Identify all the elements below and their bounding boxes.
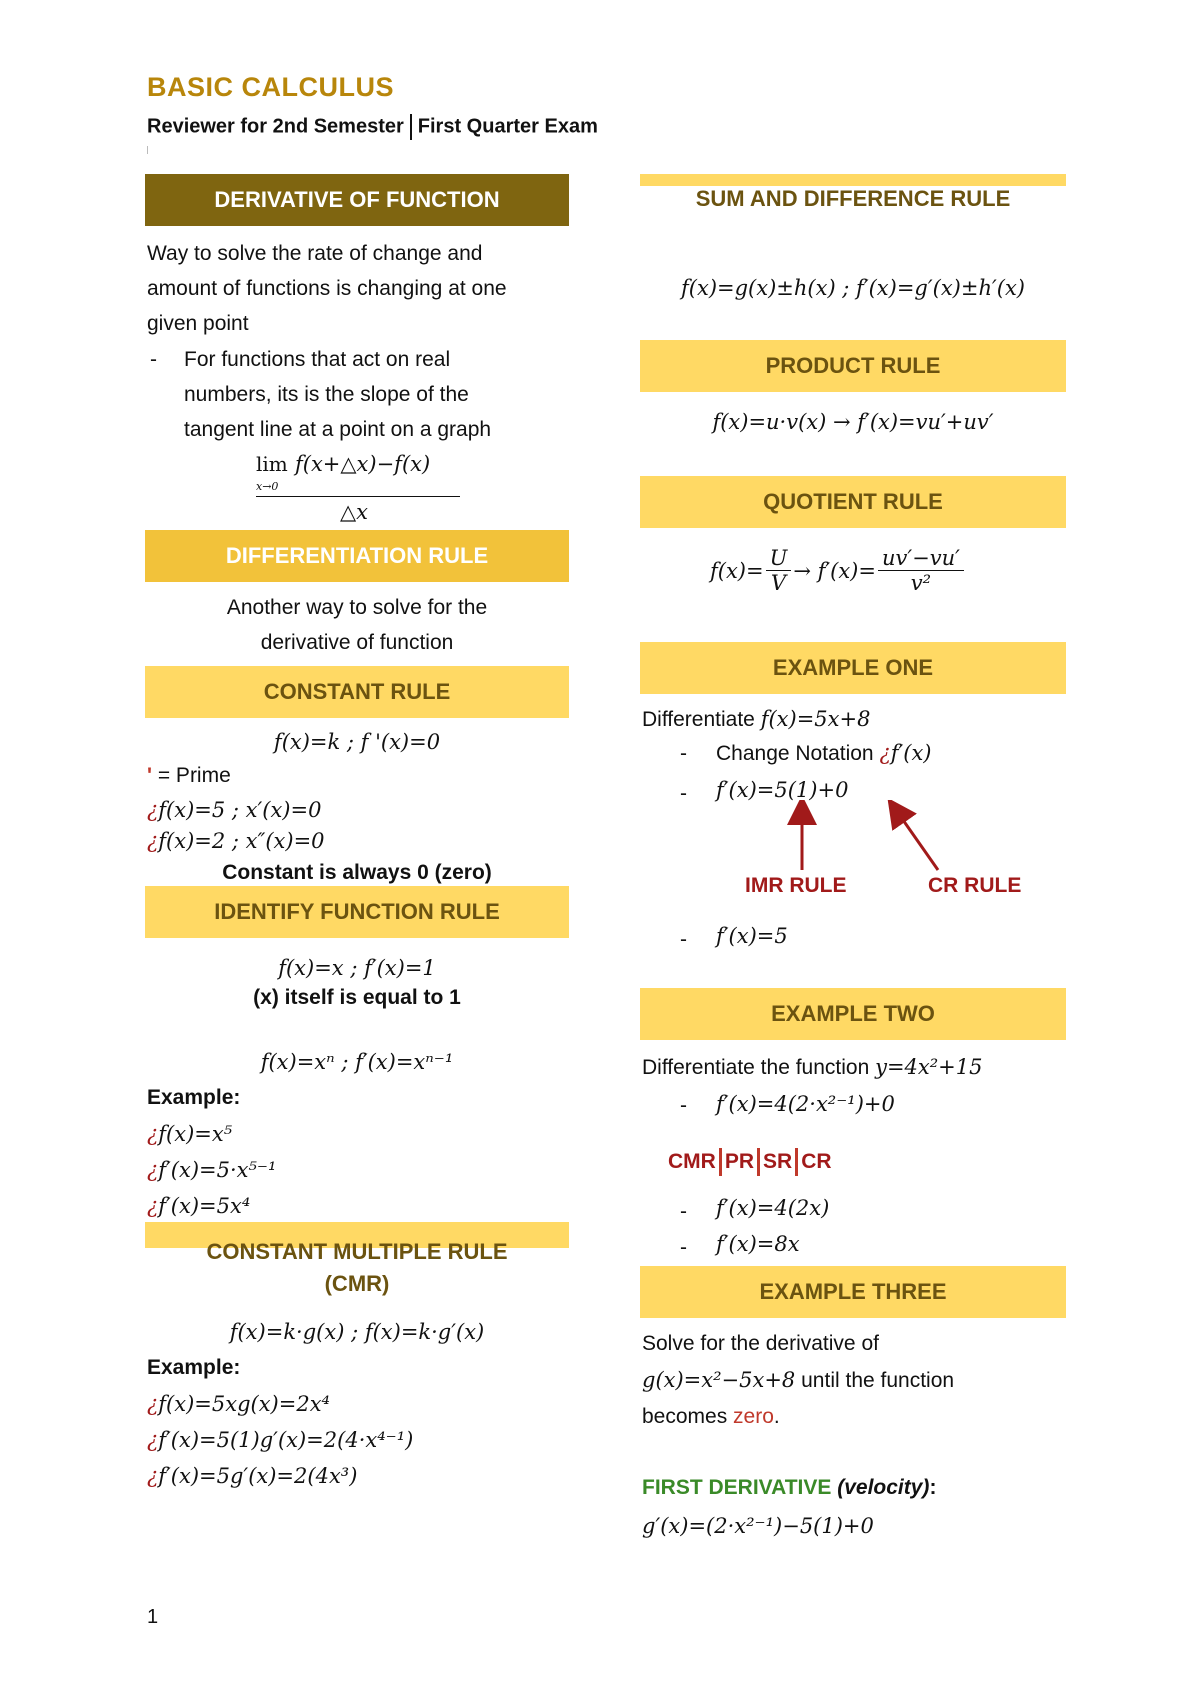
constant-formula: f(x)=k ; f '(x)=0 [273,730,441,754]
derivative-line-3: given point [147,312,249,335]
heading-sum-and-difference-rule: SUM AND DIFFERENCE RULE [640,186,1066,212]
example-two-intro-math: y=4x²+15 [875,1055,983,1079]
example-two-dash-2: - [680,1200,687,1223]
heading-identify-function-rule: IDENTIFY FUNCTION RULE [145,886,569,938]
page-title: BASIC CALCULUS [147,72,394,102]
cmr-example-1 [147,1392,330,1416]
cmr-formula: f(x)=k·g(x) ; f(x)=k·g′(x) [229,1320,485,1344]
constant-example-2 [147,829,325,853]
cmr-example-2 [147,1428,413,1452]
example-two-intro [642,1050,983,1085]
example-three-line-1: Solve for the derivative of [642,1332,879,1355]
heading-product-rule: PRODUCT RULE [640,340,1066,392]
differentiation-line-1: Another way to solve for the [226,596,488,619]
derivative-bullet [184,342,491,447]
inverted-question-mark: ¿ [147,1158,159,1182]
limit-symbol: lim [256,452,288,476]
step-1-text: Change Notation [716,742,880,765]
inverted-question-mark: ¿ [147,1392,159,1416]
fraction-1-denominator: V [770,571,787,595]
constant-note: Constant is always 0 (zero) [222,861,492,884]
line-3-zero: zero [733,1405,774,1428]
cmr-example-2-text: f′(x)=5(1)g′(x)=2(4·x⁴⁻¹) [158,1428,414,1452]
first-derivative-label [642,1470,936,1505]
heading-derivative-of-function: DERIVATIVE OF FUNCTION [145,174,569,226]
example-one-step-3: f′(x)=5 [716,924,788,948]
identify-example-1 [147,1122,232,1146]
rule-separator [719,1148,722,1176]
example-three-function: g(x)=x²−5x+8 [642,1368,796,1392]
page-subtitle [147,114,598,140]
cr-arrow [896,810,938,870]
cmr-example-1-text: f(x)=5xg(x)=2x⁴ [158,1392,330,1416]
cmr-heading-line-1: CONSTANT MULTIPLE RULE [206,1239,508,1264]
bullet-line-1: For functions that act on real [184,348,451,371]
quotient-fraction-1 [766,546,792,595]
quotient-lhs: f(x)= [710,558,764,583]
constant-example-1-text: f(x)=5 ; x′(x)=0 [158,798,322,822]
limit-numerator: f(x+△x)−f(x) [295,452,431,476]
heading-example-two: EXAMPLE TWO [640,988,1066,1040]
bullet-line-2: numbers, its is the slope of the [184,383,469,406]
example-two-rules [668,1148,832,1176]
identify-example-3-text: f′(x)=5x⁴ [158,1194,251,1218]
inverted-question-mark: ¿ [147,798,159,822]
identify-example-2-text: f′(x)=5·x⁵⁻¹ [158,1158,277,1182]
line-3-text: becomes [642,1405,734,1428]
limit-subscript: x→0 [256,480,279,493]
example-two-dash-3: - [680,1236,687,1259]
example-two-step-2: f′(x)=4(2x) [716,1196,830,1220]
subtitle-semester: Reviewer for 2nd Semester [147,115,404,138]
example-two-step-3: f′(x)=8x [716,1232,800,1256]
derivative-line-2: amount of functions is changing at one [147,277,507,300]
cmr-example-3 [147,1464,357,1488]
example-one-intro-text: Differentiate [642,708,761,731]
prime-mark: ' [147,764,152,787]
inverted-question-mark: ¿ [147,1194,159,1218]
identify-example-3 [147,1194,250,1218]
quotient-mid: → f′(x)= [793,558,876,583]
subtitle-exam: First Quarter Exam [417,115,598,138]
constant-example-1 [147,798,321,822]
first-derivative-colon: : [929,1476,937,1499]
label-cr-rule: CR RULE [928,874,1022,897]
heading-constant-rule: CONSTANT RULE [145,666,569,718]
rule-arrows [780,800,980,880]
quotient-fraction-2 [878,546,964,595]
inverted-question-mark: ¿ [147,1428,159,1452]
example-three-line-2 [642,1363,954,1398]
first-derivative-velocity: (velocity) [837,1476,930,1499]
heading-differentiation-rule: DIFFERENTIATION RULE [145,530,569,582]
fraction-2-denominator: v² [910,571,932,595]
example-one-dash-2: - [680,782,687,805]
sum-band-top [640,174,1066,186]
rule-sr: SR [763,1150,793,1173]
limit-denominator: △x [340,500,368,524]
example-two-step-1: f′(x)=4(2·x²⁻¹)+0 [716,1092,895,1116]
rule-cr: CR [801,1150,832,1173]
label-imr-rule: IMR RULE [745,874,847,897]
fraction-1-numerator: U [766,546,792,571]
example-one-intro [642,702,870,737]
rule-separator [795,1148,798,1176]
fraction-bar [256,496,460,497]
identify-formula: f(x)=x ; f′(x)=1 [278,956,436,980]
quotient-formula [710,546,964,595]
step-1-mark: ¿ [879,741,891,765]
rule-cmr: CMR [668,1150,716,1173]
first-derivative-formula: g′(x)=(2·x²⁻¹)−5(1)+0 [642,1514,874,1538]
header-tick [147,146,148,154]
identify-note: (x) itself is equal to 1 [253,986,461,1009]
rule-pr: PR [724,1150,755,1173]
first-derivative-title: FIRST DERIVATIVE [642,1476,838,1499]
example-one-step-1 [716,736,932,771]
bullet-line-3: tangent line at a point on a graph [184,418,492,441]
product-formula: f(x)=u·v(x) → f′(x)=vu′+uv′ [712,410,994,434]
example-two-dash-1: - [680,1094,687,1117]
prime-text: = Prime [152,764,231,787]
derivative-description [147,236,507,341]
identify-example-2 [147,1158,276,1182]
bullet-dash: - [150,348,157,371]
step-1-math: f′(x) [890,741,932,765]
constant-example-2-text: f(x)=2 ; x″(x)=0 [158,829,325,853]
page-number: 1 [147,1606,159,1628]
differentiation-line-2: derivative of function [260,631,454,654]
example-one-step-2: f′(x)=5(1)+0 [716,778,849,802]
prime-note [147,758,231,793]
fraction-2-numerator: uv′−vu′ [878,546,964,571]
inverted-question-mark: ¿ [147,1122,159,1146]
differentiation-description [145,590,569,660]
inverted-question-mark: ¿ [147,829,159,853]
sum-formula: f(x)=g(x)±h(x) ; f′(x)=g′(x)±h′(x) [681,276,1025,300]
identify-example-1-text: f(x)=x⁵ [158,1122,233,1146]
identify-example-label: Example: [147,1086,241,1109]
cmr-heading-line-2: (CMR) [324,1271,390,1296]
power-rule-formula: f(x)=xⁿ ; f′(x)=xⁿ⁻¹ [260,1050,454,1074]
cmr-example-3-text: f′(x)=5g′(x)=2(4x³) [158,1464,358,1488]
example-two-intro-text: Differentiate the function [642,1056,876,1079]
example-one-dash-1: - [680,742,687,765]
example-one-intro-math: f(x)=5x+8 [760,707,871,731]
heading-quotient-rule: QUOTIENT RULE [640,476,1066,528]
cmr-example-label: Example: [147,1356,241,1379]
derivative-line-1: Way to solve the rate of change and [147,242,483,265]
rule-separator [757,1148,760,1176]
example-three-line-3 [642,1399,780,1434]
example-three-line-2-text: until the function [795,1369,955,1392]
example-one-dash-3: - [680,928,687,951]
heading-example-three: EXAMPLE THREE [640,1266,1066,1318]
heading-example-one: EXAMPLE ONE [640,642,1066,694]
subtitle-divider [410,114,412,140]
heading-constant-multiple-rule [145,1238,569,1298]
inverted-question-mark: ¿ [147,1464,159,1488]
line-3-period: . [773,1405,780,1428]
